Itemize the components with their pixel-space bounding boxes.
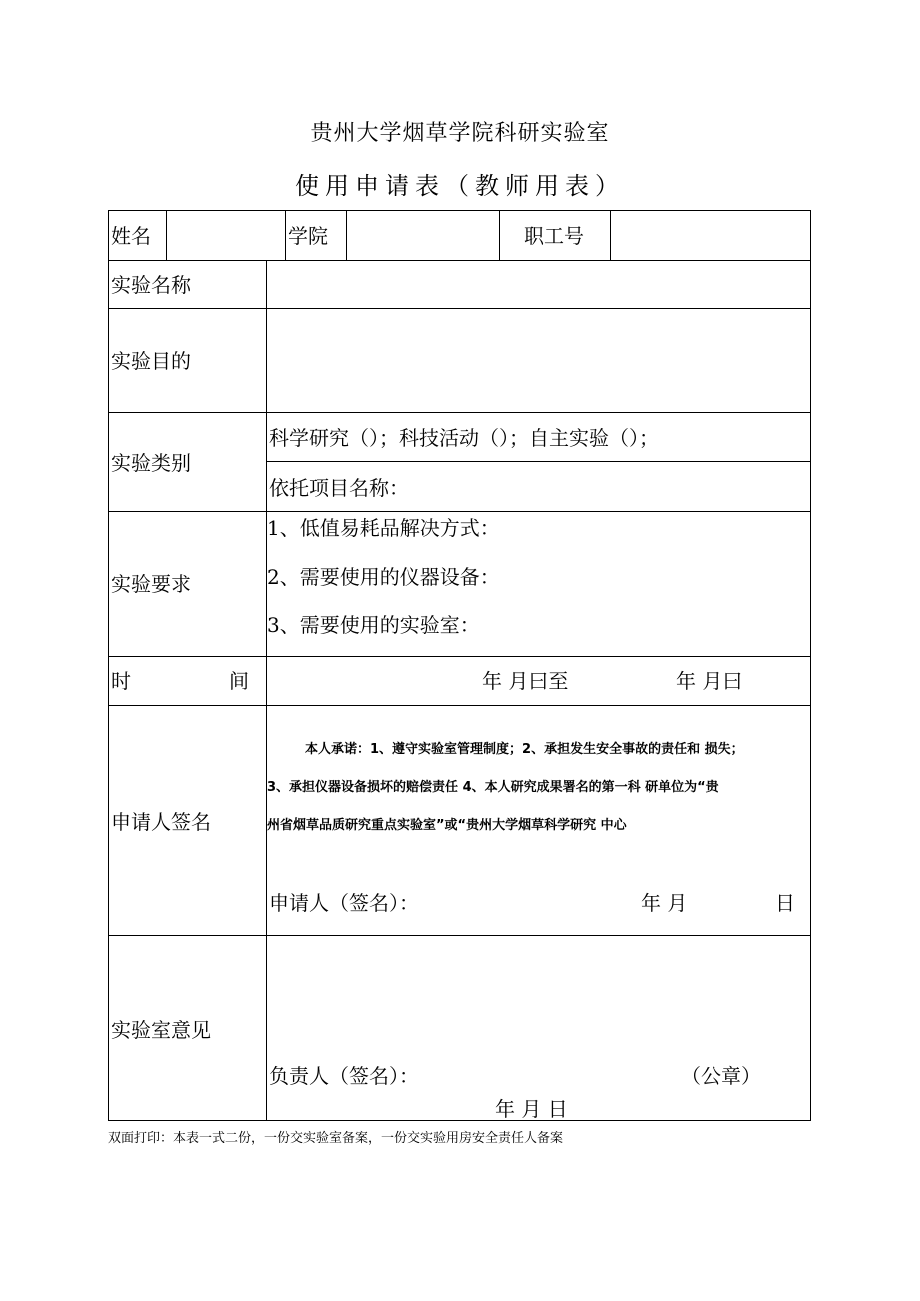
- row-divider: [109, 705, 810, 706]
- pledge-line: 本人承诺：1、遵守实验室管理制度；2、承担发生安全事故的责任和 损失；: [305, 742, 744, 757]
- page-subtitle: 使用申请表（教师用表）: [295, 172, 625, 200]
- application-form-table: [108, 210, 811, 1121]
- applicant-sign-line[interactable]: 申请人（签名）：: [269, 891, 419, 915]
- row-divider: [109, 412, 810, 413]
- experiment-requirements-label: 实验要求: [111, 572, 191, 596]
- pledge-text: [267, 731, 810, 845]
- row-divider: [109, 511, 810, 512]
- category-options[interactable]: 科学研究（）；科技活动（）；自主实验（）；: [269, 426, 659, 450]
- college-field[interactable]: [347, 211, 499, 260]
- requirement-item[interactable]: 1、低值易耗品解决方式：: [267, 516, 500, 540]
- official-seal-label: （公章）: [681, 1064, 761, 1088]
- college-label: 学院: [288, 224, 328, 248]
- row-divider: [109, 656, 810, 657]
- applicant-date[interactable]: 年 月: [641, 891, 688, 915]
- name-label: 姓名: [111, 224, 151, 248]
- staff-id-label: 职工号: [524, 224, 584, 248]
- staff-id-field[interactable]: [611, 211, 810, 260]
- row-divider: [109, 935, 810, 936]
- date-from[interactable]: 年 月曰至: [482, 669, 569, 693]
- pledge-line: 3、承担仪器设备损坏的赔偿责任 4、本人研究成果署名的第一科 研单位为“贵: [267, 780, 719, 795]
- experiment-purpose-label: 实验目的: [111, 349, 191, 373]
- lab-sign-line[interactable]: 负责人（签名）：: [269, 1064, 419, 1088]
- requirement-item[interactable]: 3、需要使用的实验室：: [267, 613, 480, 637]
- experiment-name-label: 实验名称: [111, 273, 191, 297]
- pledge-line: 州省烟草品质研究重点实验室”或“贵州大学烟草科学研究 中心: [267, 818, 627, 833]
- experiment-purpose-field[interactable]: [267, 309, 810, 412]
- applicant-signature-label: 申请人签名: [111, 810, 211, 834]
- col-divider: [499, 211, 500, 260]
- footer-note: 双面打印：本表一式二份，一份交实验室备案，一份交实验用房安全责任人备案: [108, 1131, 564, 1146]
- time-label: 间: [229, 669, 249, 693]
- time-label: 时: [111, 669, 131, 693]
- lab-date[interactable]: 年 月 日: [495, 1097, 568, 1121]
- date-to[interactable]: 年 月曰: [676, 669, 743, 693]
- col-divider: [285, 211, 286, 260]
- name-field[interactable]: [167, 211, 285, 260]
- experiment-name-field[interactable]: [267, 261, 810, 308]
- row-divider: [266, 461, 810, 462]
- page-title: 贵州大学烟草学院科研实验室: [310, 121, 610, 146]
- applicant-date-day[interactable]: 日: [775, 891, 795, 915]
- requirement-item[interactable]: 2、需要使用的仪器设备：: [267, 565, 500, 589]
- project-name-line[interactable]: 依托项目名称：: [269, 476, 409, 500]
- experiment-category-label: 实验类别: [111, 451, 191, 475]
- lab-opinion-label: 实验室意见: [111, 1018, 211, 1042]
